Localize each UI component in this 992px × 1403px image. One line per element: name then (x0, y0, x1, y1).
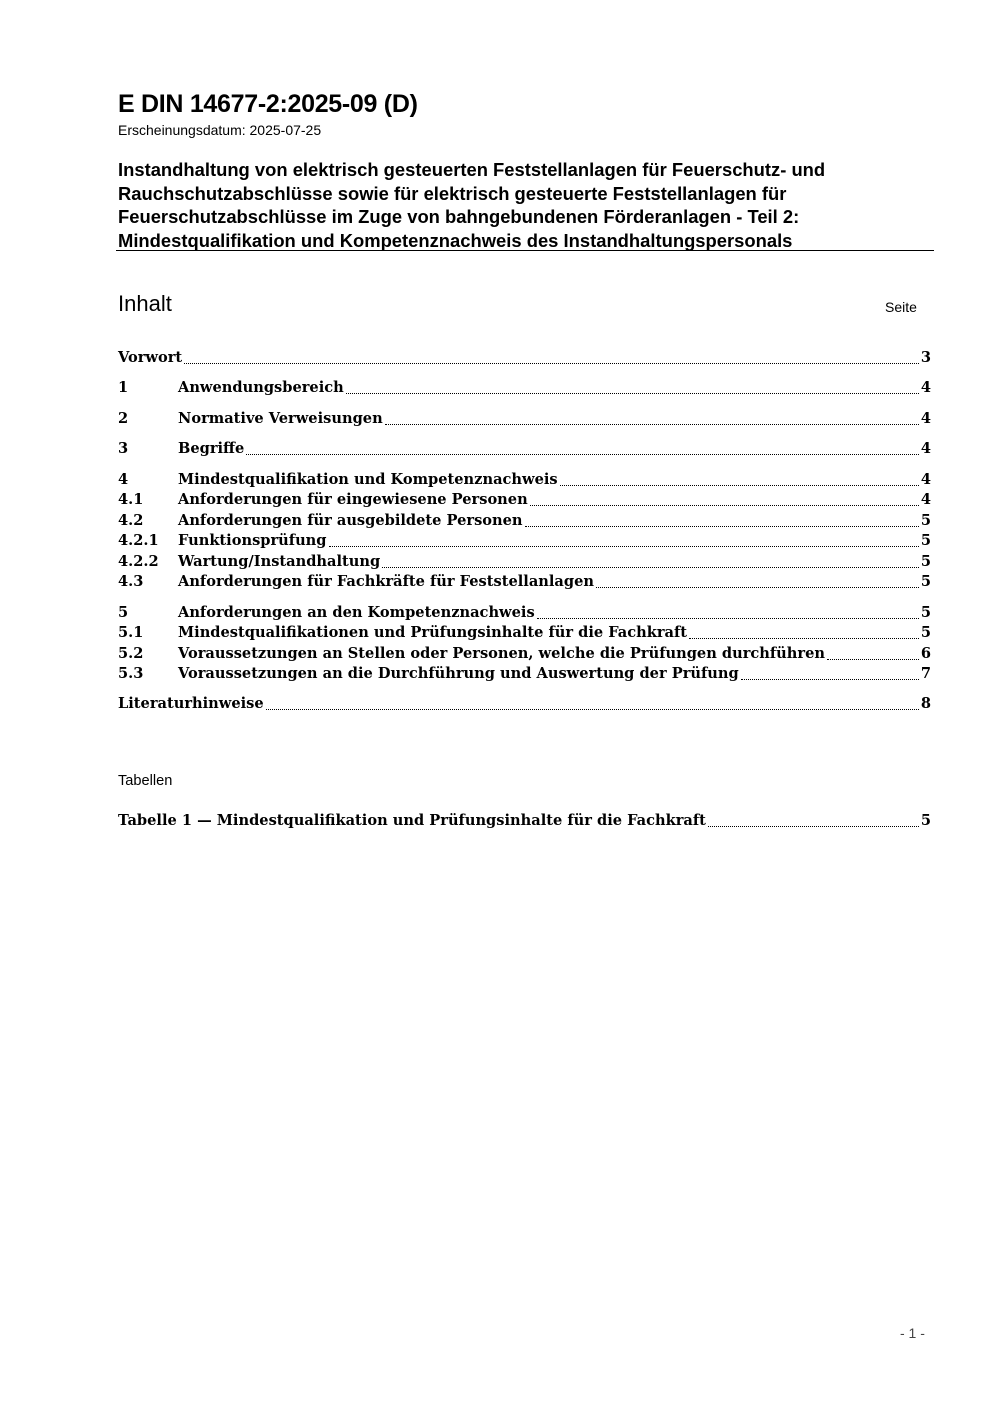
toc-entry-number: 4.2.2 (118, 553, 159, 570)
table-list-entry-1[interactable] (118, 811, 931, 831)
toc-entry-page: 8 (920, 695, 931, 712)
toc-entry-label: Anwendungsbereich (178, 379, 344, 396)
table-list-entry-label: Tabelle 1 — Mindestqualifikation und Prüfungsinhalte für die Fachkraft (118, 812, 706, 829)
toc-entry-number: 5.2 (118, 645, 144, 662)
toc-leader-dots (385, 408, 919, 425)
toc-entry-page: 4 (920, 471, 931, 488)
toc-leader-dots (708, 810, 919, 827)
toc-entry-number: 4.2.1 (118, 532, 159, 549)
toc-leader-dots (382, 551, 919, 568)
toc-entry-page: 5 (920, 604, 931, 621)
toc-entry-page: 5 (920, 624, 931, 641)
toc-entry-number: 4.1 (118, 491, 144, 508)
toc-leader-dots (184, 347, 919, 364)
toc-entry-label: Anforderungen für ausgebildete Personen (178, 512, 523, 529)
toc-leader-dots (741, 663, 919, 680)
toc-leader-dots (560, 469, 919, 486)
toc-entry-page: 4 (920, 491, 931, 508)
toc-entry-page: 3 (920, 349, 931, 366)
toc-entry-label: Funktionsprüfung (178, 532, 327, 549)
toc-entry-label: Voraussetzungen an die Durchführung und Auswertung der Prüfung (178, 665, 739, 682)
toc-entry-label: Literaturhinweise (118, 695, 264, 712)
toc-entry-4-2-2[interactable] (118, 552, 931, 572)
title-line: Mindestqualifikation und Kompetenznachweis des Instandhaltungspersonals (118, 229, 793, 251)
toc-entry-5-3[interactable] (118, 664, 931, 684)
toc-entry-number: 3 (118, 440, 129, 457)
toc-leader-dots (329, 530, 919, 547)
toc-entry-number: 2 (118, 410, 129, 427)
toc-entry-page: 4 (920, 440, 931, 457)
toc-leader-dots (246, 438, 919, 455)
toc-entry-page: 5 (920, 553, 931, 570)
toc-leader-dots (827, 643, 919, 660)
toc-entry-5[interactable] (118, 603, 931, 623)
toc-entry-page: 7 (920, 665, 931, 682)
toc-entry-number: 4.3 (118, 573, 144, 590)
toc-entry-label: Anforderungen für eingewiesene Personen (178, 491, 528, 508)
toc-entry-number: 5 (118, 604, 129, 621)
toc-leader-dots (346, 377, 919, 394)
page-number: - 1 - (900, 1325, 925, 1341)
toc-entry-5-1[interactable] (118, 623, 931, 643)
toc-entry-2[interactable] (118, 409, 931, 429)
toc-entry-5-2[interactable] (118, 644, 931, 664)
toc-entry-1[interactable] (118, 378, 931, 398)
toc-entry-page: 4 (920, 379, 931, 396)
toc-entry-label: Wartung/Instandhaltung (178, 553, 381, 570)
toc-entry-label: Mindestqualifikation und Kompetenznachweis (178, 471, 558, 488)
toc-entry-label: Voraussetzungen an Stellen oder Personen, welche die Prüfungen durchführen (178, 645, 825, 662)
toc-leader-dots (266, 693, 919, 710)
toc-entry-number: 5.3 (118, 665, 144, 682)
toc-entry-label: Anforderungen für Fachkräfte für Feststellanlagen (178, 573, 594, 590)
title-divider (116, 250, 934, 251)
toc-entry-4-2[interactable] (118, 511, 931, 531)
toc-entry-label: Vorwort (118, 349, 183, 366)
toc-entry-4-3[interactable] (118, 572, 931, 592)
toc-entry-label: Normative Verweisungen (178, 410, 383, 427)
toc-leader-dots (530, 489, 919, 506)
title-line: Instandhaltung von elektrisch gesteuerten Feststellanlagen für Feuerschutz- und (118, 159, 826, 180)
toc-entry-literaturhinweise[interactable] (118, 694, 931, 714)
toc-entry-page: 5 (920, 573, 931, 590)
document-title (118, 158, 918, 252)
toc-entry-4-1[interactable] (118, 490, 931, 510)
toc-leader-dots (537, 602, 919, 619)
toc-entry-vorwort[interactable] (118, 348, 931, 368)
toc-leader-dots (596, 571, 919, 588)
toc-entry-number: 5.1 (118, 624, 144, 641)
toc-entry-number: 4.2 (118, 512, 144, 529)
toc-entry-label: Mindestqualifikationen und Prüfungsinhalte für die Fachkraft (178, 624, 688, 641)
document-id: E DIN 14677-2:2025-09 (D) (118, 90, 418, 118)
toc-page-column-label: Seite (885, 299, 917, 315)
toc-leader-dots (689, 622, 919, 639)
tables-heading: Tabellen (118, 773, 173, 789)
toc-entry-label: Begriffe (178, 440, 245, 457)
toc-entry-4[interactable] (118, 470, 931, 490)
title-line: Rauchschutzabschlüsse sowie für elektrisch gesteuerte Feststellanlagen für (118, 182, 787, 204)
table-list-entry-page: 5 (920, 812, 931, 829)
title-line: Feuerschutzabschlüsse im Zuge von bahngebundenen Förderanlagen - Teil 2: (118, 206, 800, 227)
toc-entry-page: 5 (920, 512, 931, 529)
toc-entry-label: Anforderungen an den Kompetenznachweis (178, 604, 535, 621)
publication-date: Erscheinungsdatum: 2025-07-25 (118, 122, 322, 138)
toc-leader-dots (525, 510, 919, 527)
toc-entry-page: 5 (920, 532, 931, 549)
toc-entry-4-2-1[interactable] (118, 531, 931, 551)
toc-entry-number: 1 (118, 379, 129, 396)
toc-entry-number: 4 (118, 471, 129, 488)
toc-entry-page: 6 (920, 645, 931, 662)
toc-entry-page: 4 (920, 410, 931, 427)
toc-heading: Inhalt (118, 291, 172, 316)
toc-entry-3[interactable] (118, 439, 931, 459)
